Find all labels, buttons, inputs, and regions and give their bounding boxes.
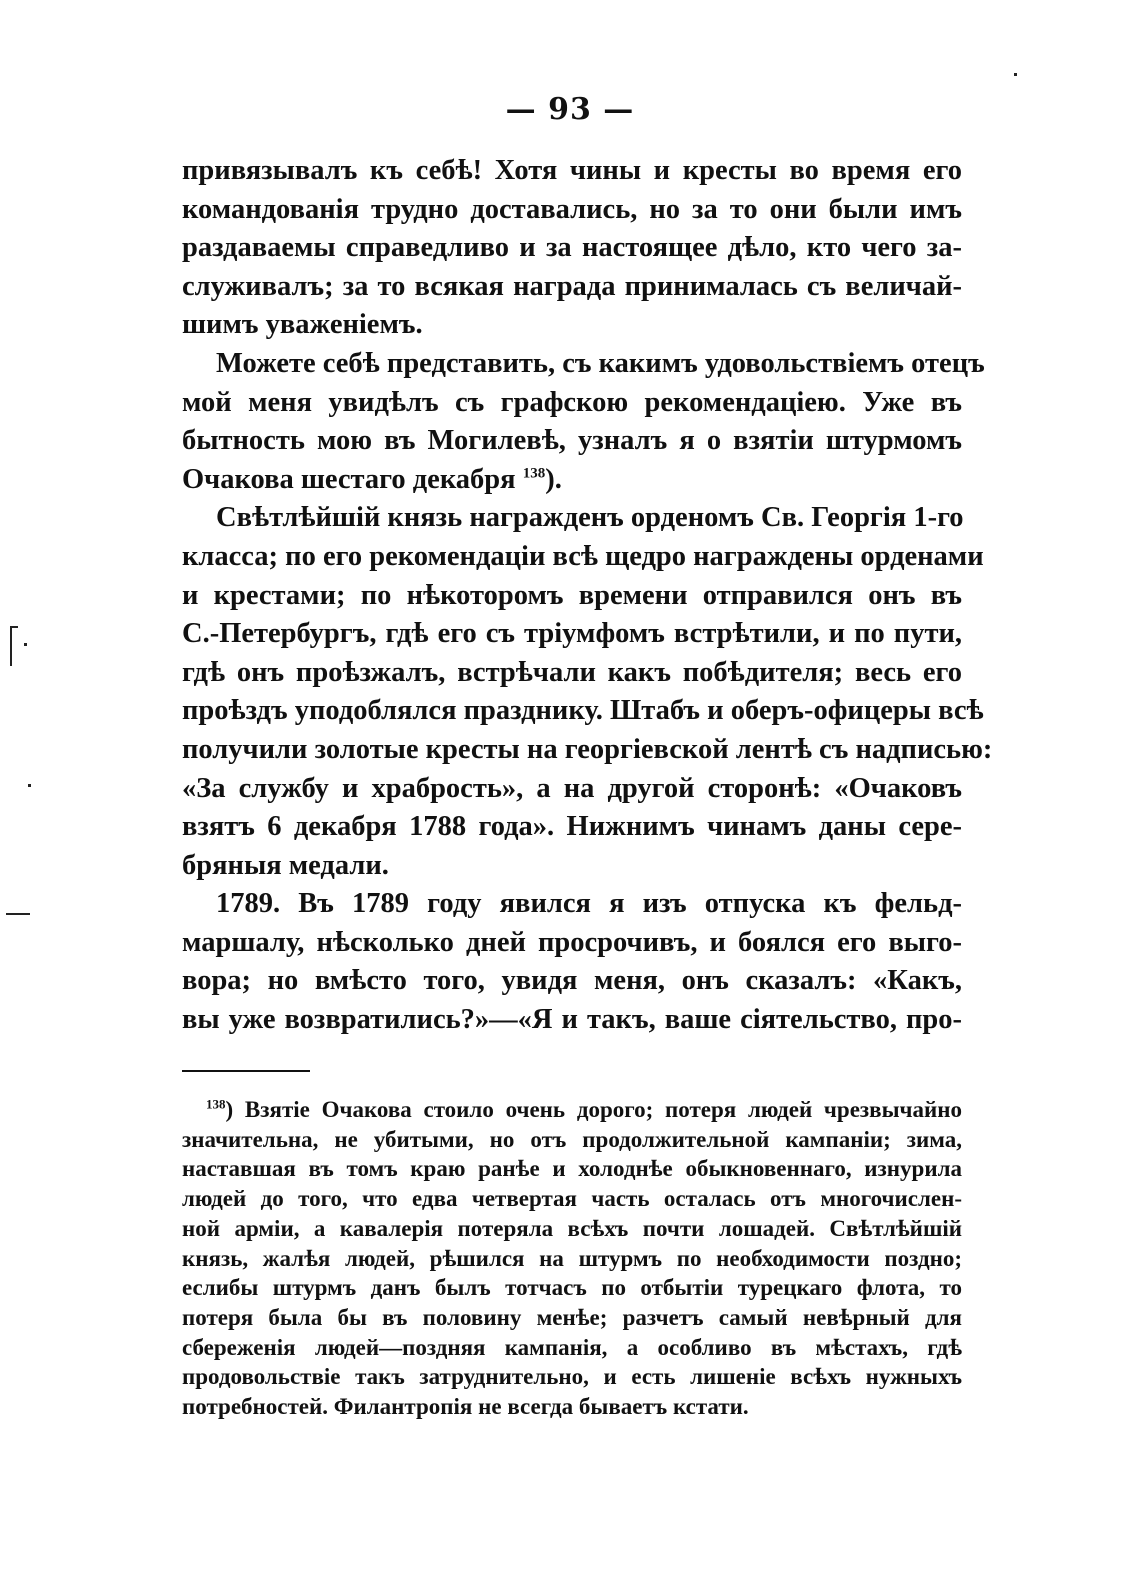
scan-mark — [6, 913, 30, 915]
footnote-line-with-number — [182, 1095, 962, 1125]
footnote-number-tail: ) — [225, 1097, 234, 1122]
scan-mark — [28, 784, 31, 787]
footnote-line: потребностей. Филантропія не всегда бываетъ кстати. — [182, 1394, 749, 1420]
text-line: получили золотые кресты на георгіевской лентѣ съ надписью: — [182, 733, 993, 765]
text-line: шимъ уваженіемъ. — [182, 309, 423, 341]
main-text — [182, 152, 993, 1040]
text-line: вы уже возвратились?»—«Я и такъ, ваше сіятельство, про- — [182, 1004, 962, 1036]
footnote-line: продовольствіе такъ затруднительно, и есть лишеніе всѣхъ нужныхъ — [182, 1364, 962, 1390]
footnote-line: потеря была бы въ половину менѣе; разчетъ самый невѣрный для — [182, 1304, 962, 1330]
text-line: служивалъ; за то всякая награда принималась съ величай- — [182, 270, 962, 302]
text-line: бытность мою въ Могилевѣ, узналъ я о взятіи штурмомъ — [182, 425, 962, 457]
scan-mark — [10, 626, 18, 628]
scan-mark — [1014, 73, 1017, 76]
text-line: и крестами; по нѣкоторомъ времени отправился онъ въ — [182, 579, 962, 611]
text-line: взятъ 6 декабря 1788 года». Нижнимъ чинамъ даны сере- — [182, 811, 962, 843]
text-line: 1789. Въ 1789 году явился я изъ отпуска къ фельд- — [216, 888, 962, 920]
text-line-start: Очакова шестаго декабря — [182, 463, 516, 495]
footnote-line: людей до того, что едва четвертая часть осталась отъ многочислен- — [182, 1186, 962, 1212]
text-line: гдѣ онъ проѣзжалъ, встрѣчали какъ побѣдителя; весь его — [182, 656, 962, 688]
footnote-line: князь, жалѣя людей, рѣшился на штурмъ по необходимости поздно; — [182, 1245, 962, 1271]
text-line: мой меня увидѣлъ съ графскою рекомендаціею. Уже въ — [182, 386, 962, 418]
text-line: Свѣтлѣйшій князь награжденъ орденомъ Св. Георгія 1-го — [216, 502, 964, 534]
text-line: маршалу, нѣсколько дней просрочивъ, и боялся его выго- — [182, 926, 962, 958]
text-line: проѣздъ уподоблялся празднику. Штабъ и оберъ-офицеры всѣ — [182, 695, 984, 727]
text-line-with-footnote — [182, 461, 962, 500]
page-number: — 93 — — [505, 92, 635, 127]
footnote-line: еслибы штурмъ данъ былъ тотчасъ по отбытіи турецкаго флота, то — [182, 1275, 962, 1301]
footnote-line: значительна, не убитыми, но отъ продолжительной кампаніи; зима, — [182, 1126, 962, 1152]
footnote-separator — [182, 1070, 310, 1072]
text-line: Можете себѣ представить, съ какимъ удовольствіемъ отецъ — [216, 347, 985, 379]
scan-mark — [10, 626, 12, 666]
text-line: «За службу и храбрость», а на другой сторонѣ: «Очаковъ — [182, 772, 962, 804]
scan-mark — [24, 643, 27, 646]
footnote-reference: 138 — [522, 465, 546, 482]
text-line: вора; но вмѣсто того, увидя меня, онъ сказалъ: «Какъ, — [182, 965, 962, 997]
footnote-line: сбереженія людей—поздняя кампанія, а особливо въ мѣстахъ, гдѣ — [182, 1334, 962, 1360]
footnote-line: ной арміи, а кавалерія потеряла всѣхъ почти лошадей. Свѣтлѣйшій — [182, 1215, 962, 1241]
text-line: бряныя медали. — [182, 849, 389, 881]
text-line: привязывалъ къ себѣ! Хотя чины и кресты во время его — [182, 155, 962, 186]
text-line: С.-Петербургъ, гдѣ его съ тріумфомъ встрѣтили, и по пути, — [182, 618, 962, 650]
footnote-reference-tail: ). — [545, 463, 562, 495]
footnote-line: наставшая въ томъ краю ранѣе и холоднѣе обыкновеннаго, изнурила — [182, 1156, 962, 1182]
text-line: класса; по его рекомендаціи всѣ щедро награждены орденами — [182, 540, 984, 572]
text-line: командованія трудно доставались, но за то они были имъ — [182, 193, 962, 225]
footnote-number: 138 — [206, 1096, 226, 1112]
footnote — [182, 1095, 962, 1422]
text-line: раздаваемы справедливо и за настоящее дѣло, кто чего за- — [182, 232, 962, 264]
footnote-line-start: Взятіе Очакова стоило очень дорого; потеря людей чрезвычайно — [244, 1097, 963, 1122]
